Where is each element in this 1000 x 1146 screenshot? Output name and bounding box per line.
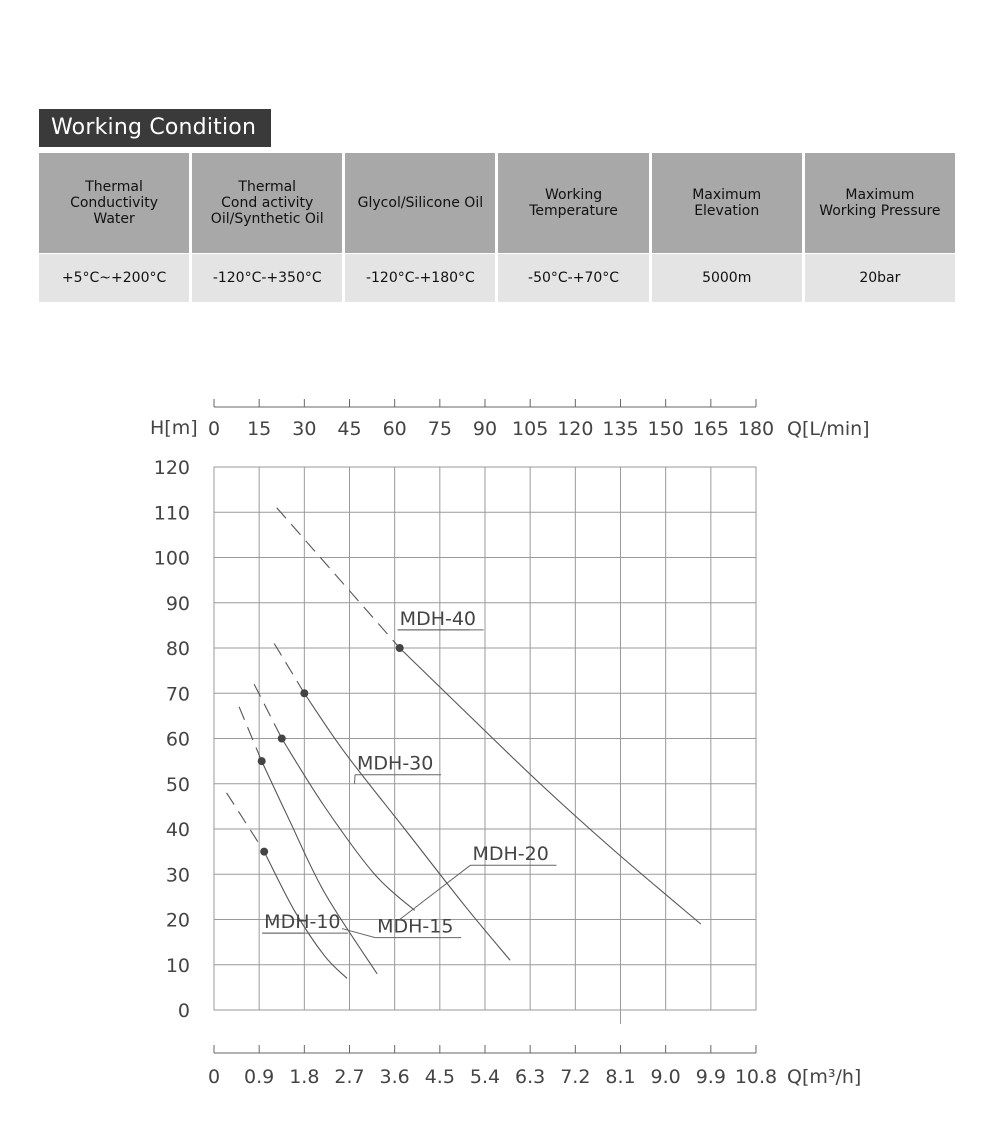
x-tick-label: 9.0 [650,1066,681,1088]
x-tick-label: 4.5 [424,1066,455,1088]
series-dashed-line [254,684,282,738]
series-line [262,761,377,974]
top-x-tick-label: 120 [557,418,594,440]
header-cell-5 [805,153,955,253]
series-label-leader [400,865,471,919]
header-line: Temperature [529,203,618,219]
header-line: Working [544,187,603,203]
top-x-tick-label: 75 [427,418,452,440]
series-point [260,848,268,856]
y-tick-label: 70 [165,683,190,706]
y-tick-label: 50 [165,773,190,796]
header-line: Maximum [692,187,762,203]
series-label: MDH-15 [377,915,454,938]
y-tick-label: 40 [165,819,190,841]
y-tick-label: 0 [177,1000,190,1022]
top-x-tick-label: 135 [602,418,639,440]
x-tick-label: 5.4 [469,1066,501,1088]
y-tick-label: 100 [153,547,190,570]
value-cell-5: 20bar [805,253,955,302]
top-x-axis-label: Q[L/min] [787,418,870,440]
top-x-tick-label: 0 [207,418,221,440]
header-line: Glycol/Silicone Oil [357,195,484,211]
series-point [396,644,404,652]
header-line: Water [93,211,135,227]
series-dashed-line [227,793,265,852]
top-x-tick-label: 105 [512,418,549,440]
section-title: Working Condition [39,109,271,147]
x-tick-label: 7.2 [560,1066,591,1088]
header-cell-4 [652,153,802,253]
y-tick-label: 20 [165,909,190,932]
top-x-tick-label: 90 [472,418,498,440]
top-x-tick-label: 15 [247,418,272,440]
y-axis-label: H[m] [150,417,198,439]
y-tick-label: 30 [165,864,190,887]
header-line: Thermal [238,179,297,195]
series-label: MDH-10 [264,911,341,934]
series-label: MDH-30 [357,752,434,775]
top-x-tick-label: 60 [382,418,407,440]
header-cell-2 [345,153,495,253]
top-x-tick-label: 165 [692,418,729,440]
x-tick-label: 9.9 [695,1066,726,1088]
series-dashed-line [277,508,400,648]
top-x-tick-label: 150 [647,418,684,440]
series-line [400,648,701,924]
y-tick-label: 10 [165,954,190,977]
value-cell-1: -120°C-+350°C [192,253,342,302]
x-tick-label: 6.3 [515,1066,546,1088]
series-point [258,757,266,765]
series-dashed-line [274,643,304,693]
x-tick-label: 10.8 [734,1066,778,1088]
header-line: Elevation [694,203,760,219]
table-header-row [39,153,955,253]
header-line: Thermal [85,179,143,195]
x-tick-label: 1.8 [289,1066,320,1088]
header-line: Conductivity [70,195,159,211]
y-tick-label: 60 [165,728,190,751]
working-condition-table [36,153,958,302]
top-x-tick-label: 45 [337,418,362,440]
y-tick-label: 80 [165,638,190,660]
header-cell-3 [498,153,648,253]
table-value-row [39,253,955,302]
top-x-tick-label: 30 [292,418,317,440]
top-x-tick-label: 180 [737,418,775,440]
x-tick-label: 0 [207,1066,221,1088]
x-tick-label: 3.6 [379,1066,410,1088]
value-cell-0: +5°C~+200°C [39,253,189,302]
y-tick-label: 120 [153,457,190,479]
value-cell-2: -120°C-+180°C [345,253,495,302]
header-cell-0 [39,153,189,253]
value-cell-4: 5000m [652,253,802,302]
header-cell-1 [192,153,342,253]
y-tick-label: 110 [153,502,190,525]
header-line: Cond activity [221,195,314,211]
x-tick-label: 0.9 [244,1066,275,1088]
series-point [300,689,308,697]
pump-performance-chart [0,380,1000,1120]
series-label-leader [355,775,356,784]
header-line: Working Pressure [819,203,941,219]
series-label: MDH-20 [472,843,549,866]
x-axis-label: Q[m³/h] [787,1066,862,1088]
series-dashed-line [239,707,262,761]
series-label: MDH-40 [399,607,477,630]
header-line: Maximum [845,187,915,203]
header-line: Oil/Synthetic Oil [210,211,324,227]
series-point [278,735,286,743]
y-tick-label: 90 [165,592,190,615]
value-cell-3: -50°C-+70°C [498,253,648,302]
x-tick-label: 2.7 [334,1066,365,1088]
x-tick-label: 8.1 [605,1066,636,1088]
